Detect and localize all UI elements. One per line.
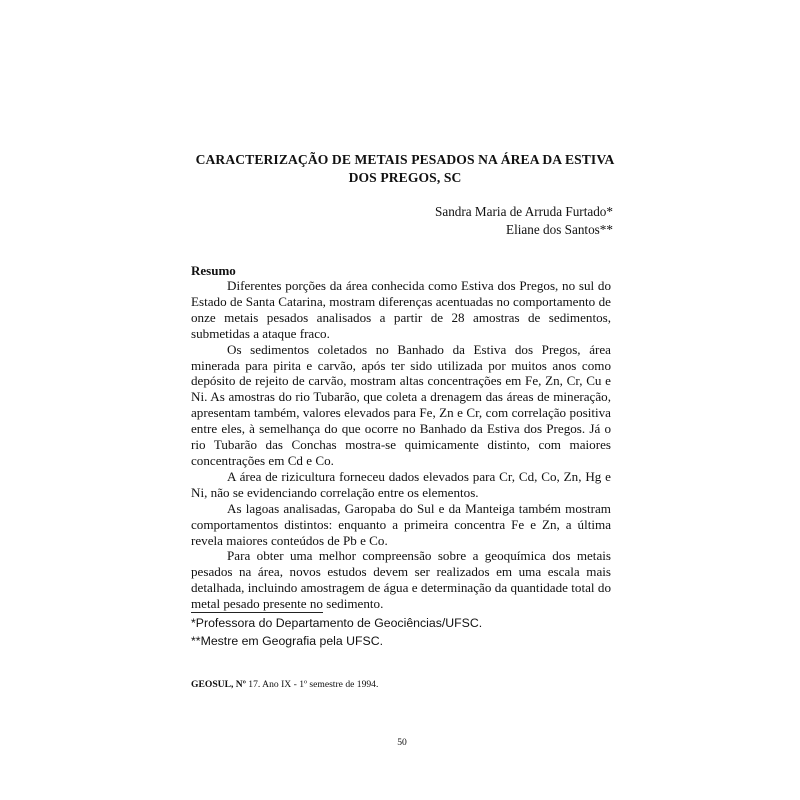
page-number: 50 [397,737,407,748]
abstract-paragraph-4: As lagoas analisadas, Garopaba do Sul e da Manteiga também mostram comportamentos distintos: enquanto a primeira concentra Fe e Zn, a última revela maiores conteúdos de Pb e Co. [191,500,611,548]
author-list [435,203,613,239]
journal-citation [191,679,378,690]
paper-title [190,151,620,187]
abstract-paragraph-3: A área de rizicultura forneceu dados elevados para Cr, Cd, Co, Zn, Hg e Ni, não se evidenciando correlação entre os elementos. [191,468,611,500]
footnotes [191,614,482,650]
title-line-2: DOS PREGOS, SC [348,170,462,185]
abstract-paragraph-1: Diferentes porções da área conhecida como Estiva dos Pregos, no sul do Estado de Santa Catarina, mostram diferenças acentuadas no comportamento de onze metais pesados analisados a partir de 28 amostras de sedimentos, submetidas a ataque fraco. [191,278,611,341]
author-2: Eliane dos Santos** [506,222,613,237]
abstract-paragraph-5: Para obter uma melhor compreensão sobre a geoquímica dos metais pesados na área, novos estudos devem ser realizados em uma escala mais detalhada, incluindo amostragem de água e determinação da quantidade total do metal pesado presente no sedimento. [191,548,611,612]
journal-name: GEOSUL, Nº [191,679,246,690]
footnote-2: **Mestre em Geografia pela UFSC. [191,634,384,648]
footnote-divider [191,612,323,613]
title-line-1: CARACTERIZAÇÃO DE METAIS PESADOS NA ÁREA DA ESTIVA [195,152,615,167]
footnote-1: *Professora do Departamento de Geociências/UFSC. [191,616,483,630]
abstract-paragraph-2: Os sedimentos coletados no Banhado da Estiva dos Pregos, área minerada para pirita e carvão, após ter sido utilizada por muitos anos como depósito de rejeito de carvão, mostram altas concentrações em Fe, Zn, Cr, Cu e Ni. As amostras do rio Tubarão, que coleta a drenagem das áreas de mineração, apresentam também, valores elevados para Fe, Zn e Cr, com correlação positiva entre eles, à semelhança do que ocorre no Banhado da Estiva dos Pregos. Já o rio Tubarão das Conchas mostra-se quimicamente distinto, com maiores concentrações em Cd e Co. [191,341,611,468]
abstract-body [191,278,611,612]
author-1: Sandra Maria de Arruda Furtado* [435,204,613,219]
journal-details: 17. Ano IX - 1º semestre de 1994. [248,679,379,690]
abstract-heading: Resumo [191,263,236,278]
